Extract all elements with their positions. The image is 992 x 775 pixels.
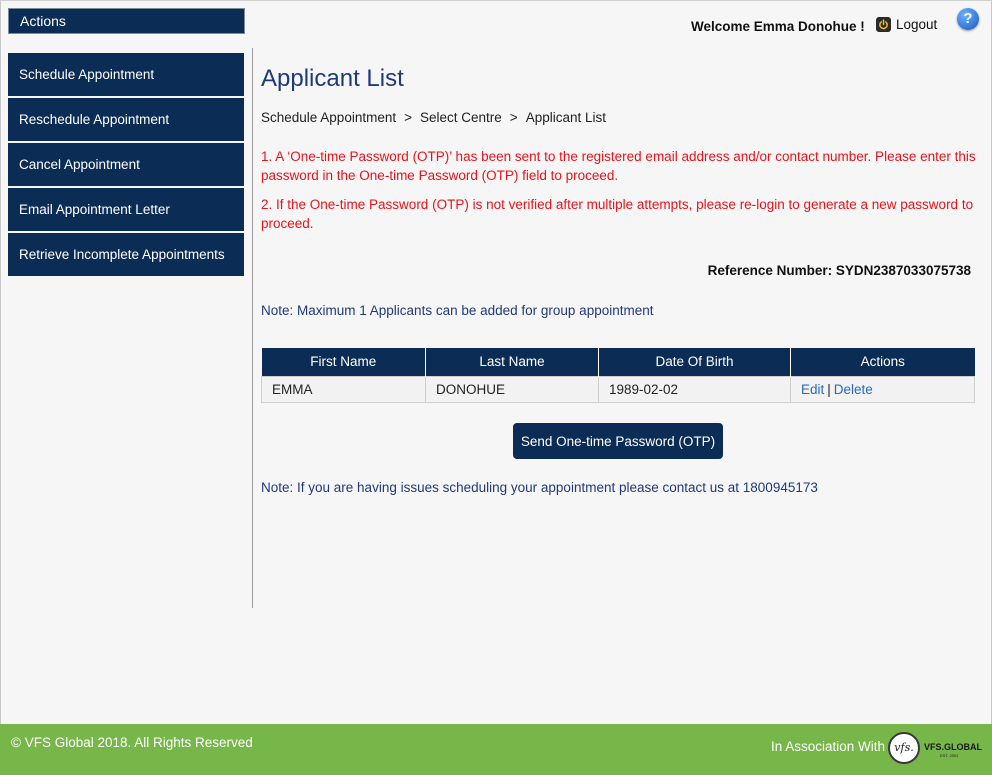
column-header-last-name: Last Name <box>426 348 599 376</box>
table-row <box>262 376 975 402</box>
action-separator: | <box>827 381 831 397</box>
delete-link[interactable]: Delete <box>833 381 873 397</box>
cell-first-name: EMMA <box>262 376 426 402</box>
sidebar-menu <box>8 53 244 278</box>
reference-number: Reference Number: SYDN2387033075738 <box>707 263 971 278</box>
vfs-est-text: EST. 2001 <box>940 753 959 758</box>
content-divider <box>252 48 253 608</box>
page-title: Applicant List <box>261 65 404 92</box>
vfs-logo-icon: vfs. <box>888 732 920 764</box>
sidebar-item-email-appointment-letter[interactable]: Email Appointment Letter <box>8 188 244 231</box>
breadcrumb-item: Select Centre <box>420 110 502 125</box>
otp-sent-message: 1. A ‘One-time Password (OTP)’ has been sent to the registered email address and/or contact number. Please enter this password in the One-time Password (OTP) field to proceed. <box>261 149 976 183</box>
edit-link[interactable]: Edit <box>801 381 825 397</box>
send-otp-button[interactable]: Send One-time Password (OTP) <box>513 423 723 459</box>
column-header-first-name: First Name <box>262 348 426 376</box>
cell-date-of-birth: 1989-02-02 <box>599 376 791 402</box>
group-limit-note: Note: Maximum 1 Applicants can be added for group appointment <box>261 303 654 318</box>
breadcrumb-item-current: Applicant List <box>525 110 606 125</box>
help-icon[interactable]: ? <box>957 8 979 30</box>
footer <box>0 724 992 775</box>
sidebar-item-reschedule-appointment[interactable]: Reschedule Appointment <box>8 98 244 141</box>
power-icon <box>876 17 891 32</box>
cell-last-name: DONOHUE <box>426 376 599 402</box>
contact-note: Note: If you are having issues scheduling your appointment please contact us at 1800945173 <box>261 480 818 495</box>
breadcrumb <box>261 110 606 125</box>
association-text: In Association With <box>771 739 886 754</box>
column-header-date-of-birth: Date Of Birth <box>599 348 791 376</box>
cell-actions <box>791 376 975 402</box>
column-header-actions: Actions <box>791 348 975 376</box>
sidebar-item-schedule-appointment[interactable]: Schedule Appointment <box>8 53 244 96</box>
sidebar-item-retrieve-incomplete-appointments[interactable]: Retrieve Incomplete Appointments <box>8 233 244 276</box>
copyright-text: © VFS Global 2018. All Rights Reserved <box>11 735 253 750</box>
otp-retry-message: 2. If the One-time Password (OTP) is not verified after multiple attempts, please re-login to generate a new password to proceed. <box>261 197 974 231</box>
breadcrumb-item: Schedule Appointment <box>261 110 397 125</box>
breadcrumb-separator: > <box>404 110 412 125</box>
welcome-message: Welcome Emma Donohue ! <box>691 19 865 34</box>
sidebar-item-cancel-appointment[interactable]: Cancel Appointment <box>8 143 244 186</box>
vfs-wordmark: VFS.GLOBAL <box>924 742 982 752</box>
sidebar-header: Actions <box>8 8 245 34</box>
logout-link[interactable] <box>876 17 937 32</box>
logout-label: Logout <box>896 17 938 32</box>
breadcrumb-separator: > <box>509 110 518 125</box>
applicant-table <box>261 348 975 403</box>
table-header-row <box>262 348 975 376</box>
